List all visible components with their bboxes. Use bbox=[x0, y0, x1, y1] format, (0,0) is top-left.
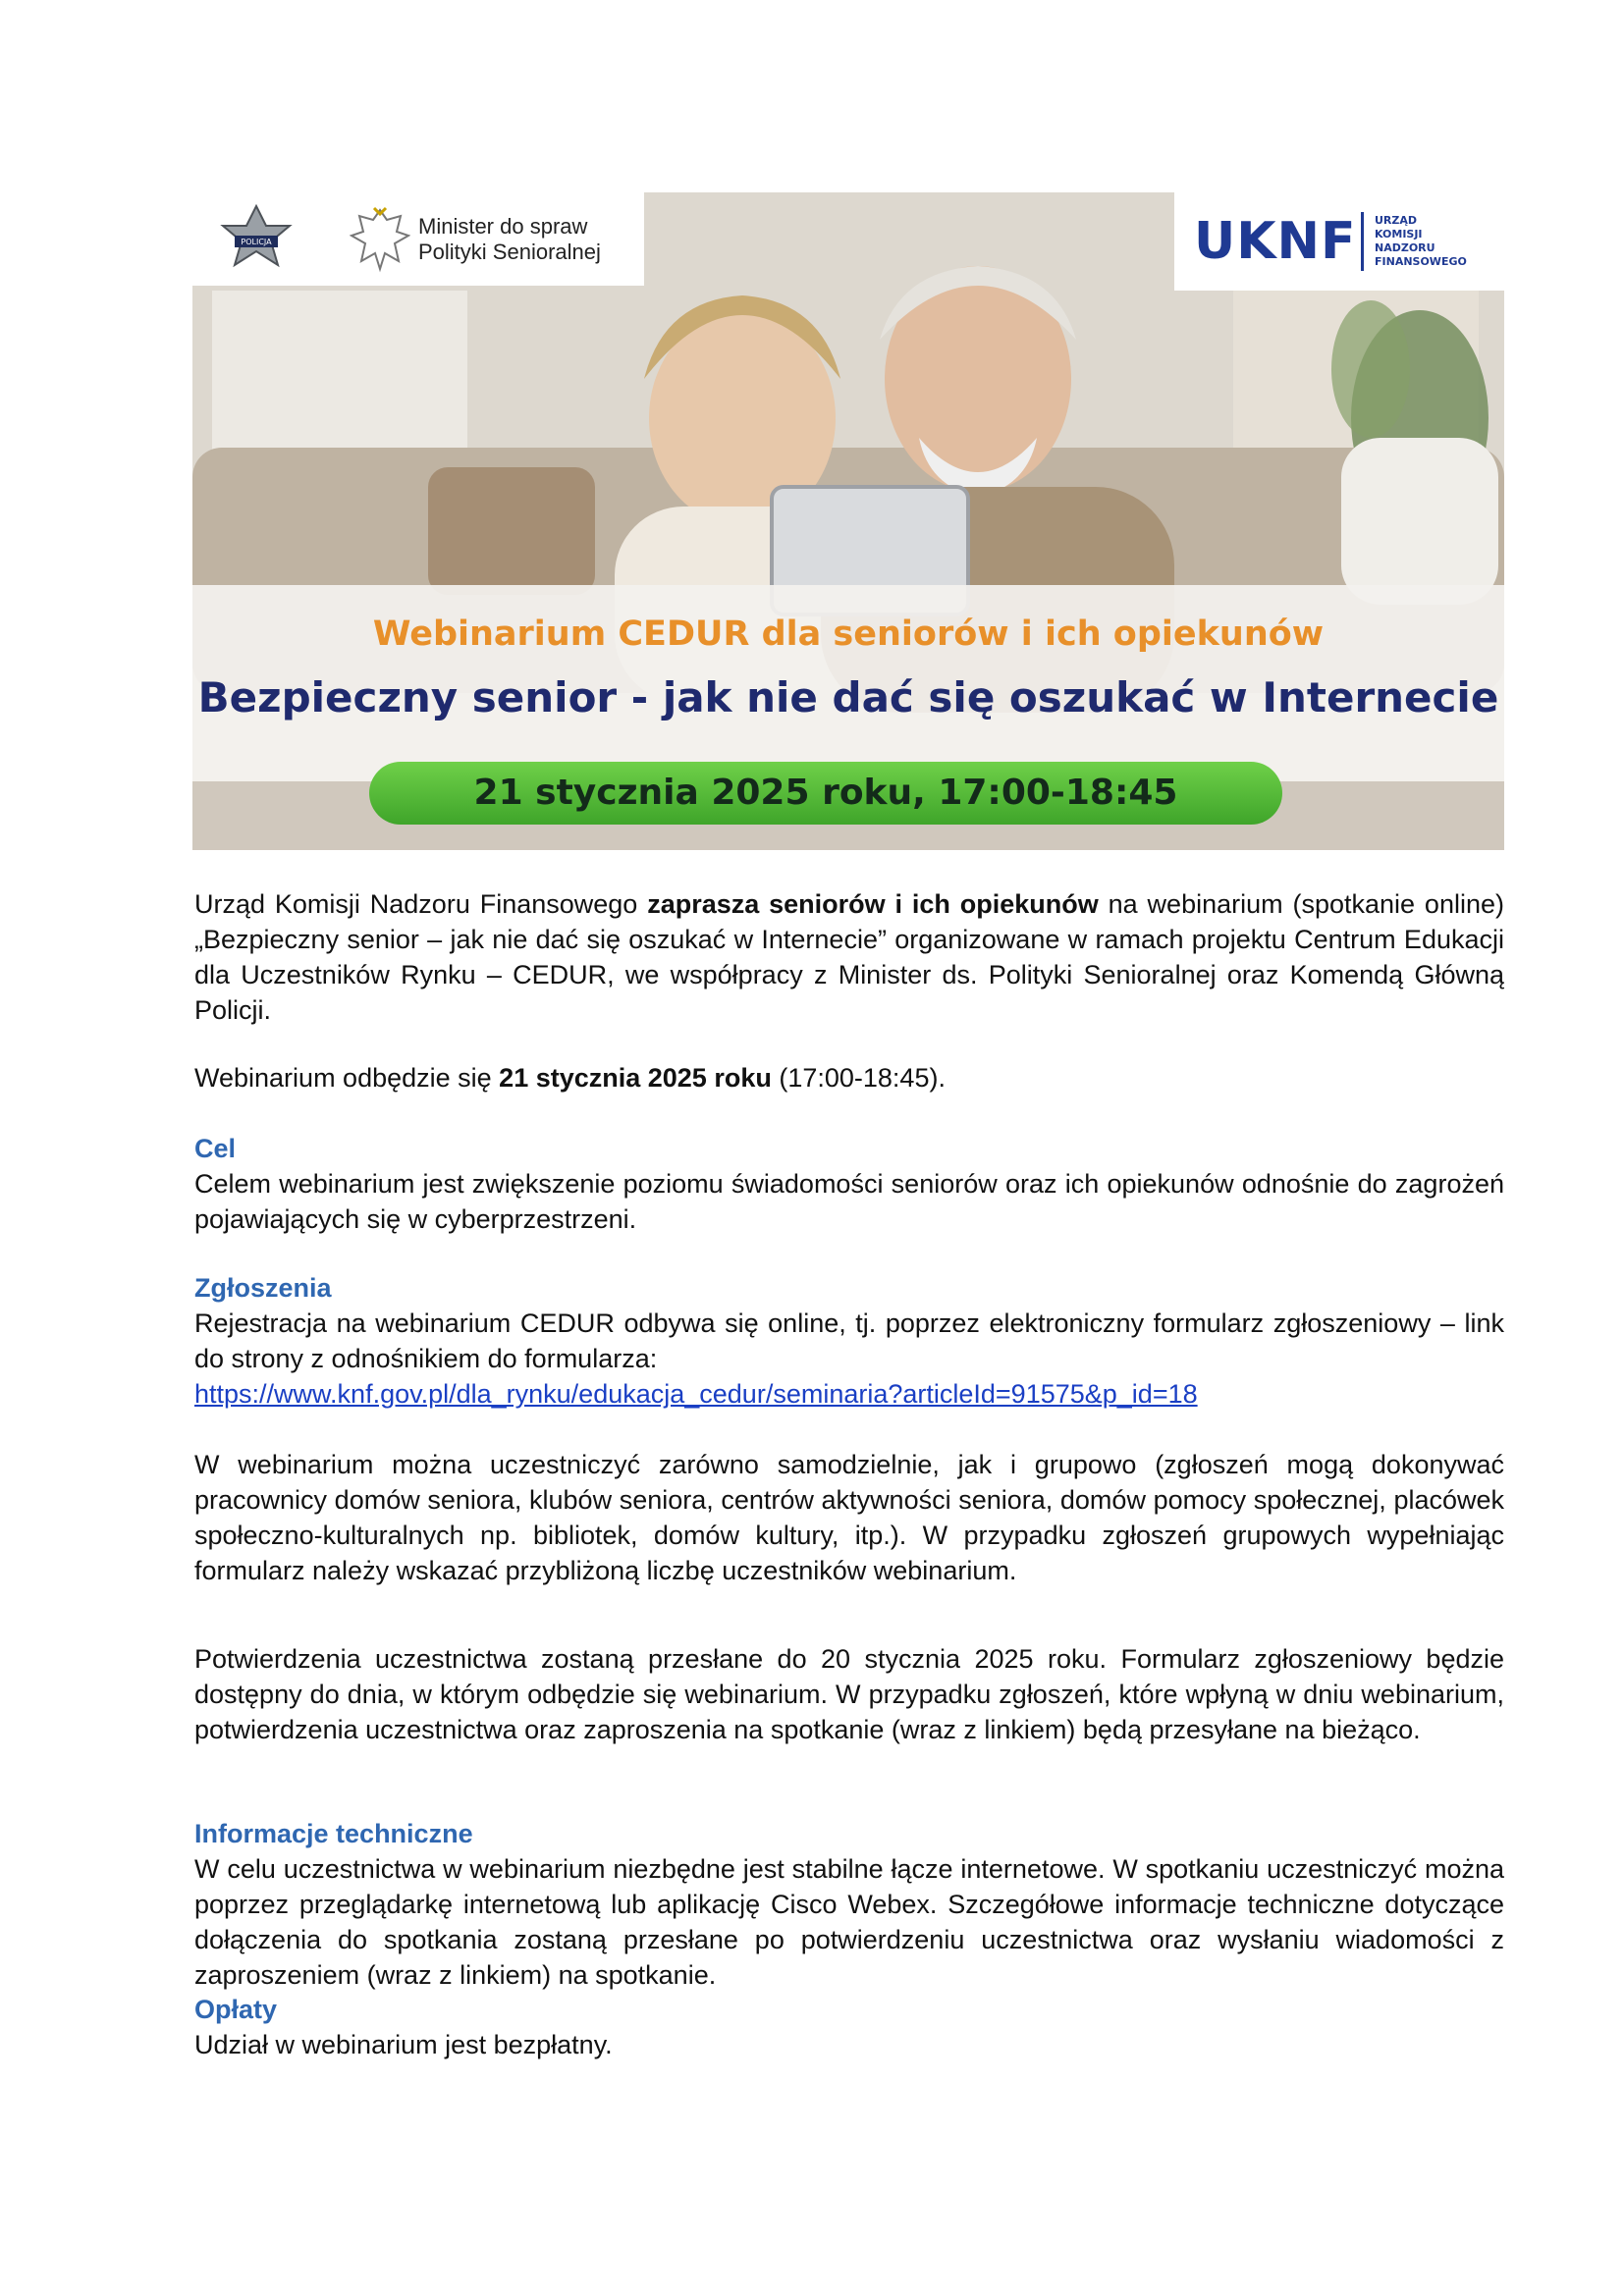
date-text-c: (17:00-18:45). bbox=[771, 1063, 946, 1093]
minister-line-1: Minister do spraw bbox=[418, 214, 588, 239]
technical-info-paragraph: W celu uczestnictwa w webinarium niezbędne jest stabilne łącze internetowe. W spotkaniu uczestniczyć można poprzez przeglądarkę internetową lub aplikację Cisco Webex. Szczegółowe informacje techniczne dotyczące dołączenia do spotkania zostaną przesłane po potwierdzeniu uczestnictwa oraz wysłaniu wiadomości z zaproszeniem (wraz z linkiem) na spotkanie. bbox=[194, 1854, 1504, 1990]
intro-paragraph bbox=[194, 886, 1504, 1028]
date-paragraph bbox=[194, 1060, 1504, 1095]
uknf-line-2: KOMISJI bbox=[1375, 228, 1423, 240]
date-text-bold: 21 stycznia 2025 roku bbox=[499, 1063, 772, 1093]
uknf-line-1: URZĄD bbox=[1375, 214, 1418, 227]
registration-form-link[interactable]: https://www.knf.gov.pl/dla_rynku/edukacja_cedur/seminaria?articleId=91575&p_id=18 bbox=[194, 1379, 1198, 1409]
cel-paragraph: Celem webinarium jest zwiększenie poziomu świadomości seniorów oraz ich opiekunów odnośnie do zagrożeń pojawiających się w cyberprzestrzeni. bbox=[194, 1169, 1504, 1234]
polish-eagle-icon bbox=[350, 206, 410, 273]
banner-date-pill: 21 stycznia 2025 roku, 17:00-18:45 bbox=[369, 762, 1282, 825]
heading-oplaty: Opłaty bbox=[194, 1995, 278, 2024]
uknf-logo-subtext bbox=[1375, 214, 1467, 269]
banner-subtitle: Webinarium CEDUR dla seniorów i ich opiekunów bbox=[372, 614, 1325, 654]
heading-zgloszenia: Zgłoszenia bbox=[194, 1273, 332, 1303]
intro-text-a: Urząd Komisji Nadzoru Finansowego bbox=[194, 889, 648, 919]
partner-logos-left bbox=[192, 192, 644, 286]
event-banner bbox=[192, 192, 1504, 850]
seniors-photo bbox=[192, 192, 1504, 850]
police-badge-text: POLICJA bbox=[241, 238, 272, 246]
registration-paragraph: Rejestracja na webinarium CEDUR odbywa się online, tj. poprzez elektroniczny formularz zgłoszeniowy – link do strony z odnośnikiem do formularza: bbox=[194, 1308, 1504, 1373]
confirmation-paragraph: Potwierdzenia uczestnictwa zostaną przesłane do 20 stycznia 2025 roku. Formularz zgłoszeniowy będzie dostępny do dnia, w którym odbędzie się webinarium. W przypadku zgłoszeń, które wpłyną w dniu webinarium, potwierdzenia uczestnictwa oraz zaproszenia na spotkanie (wraz z linkiem) będą przesyłane na bieżąco. bbox=[194, 1644, 1504, 1744]
registration-link-line bbox=[194, 1376, 1504, 1412]
minister-line-2: Polityki Senioralnej bbox=[418, 240, 601, 264]
police-badge-icon bbox=[217, 204, 296, 273]
uknf-logo-mark: UKNF bbox=[1194, 212, 1357, 271]
uknf-logo bbox=[1174, 192, 1504, 291]
heading-informacje-techniczne: Informacje techniczne bbox=[194, 1819, 473, 1848]
minister-logo-text bbox=[418, 214, 601, 265]
uknf-logo-divider bbox=[1361, 212, 1364, 271]
intro-text-bold: zaprasza seniorów i ich opiekunów bbox=[647, 889, 1099, 919]
fees-paragraph: Udział w webinarium jest bezpłatny. bbox=[194, 2030, 613, 2059]
uknf-line-4: FINANSOWEGO bbox=[1375, 255, 1467, 268]
heading-cel: Cel bbox=[194, 1134, 237, 1163]
group-participation-paragraph: W webinarium można uczestniczyć zarówno samodzielnie, jak i grupowo (zgłoszeń mogą dokonywać pracownicy domów seniora, klubów seniora, centrów aktywności seniora, domów pomocy społecznej, placówek społeczno-kulturalnych np. bibliotek, domów kultury, itp.). W przypadku zgłoszeń grupowych wypełniając formularz należy wskazać przybliżoną liczbę uczestników webinarium. bbox=[194, 1450, 1504, 1585]
date-text-a: Webinarium odbędzie się bbox=[194, 1063, 500, 1093]
uknf-line-3: NADZORU bbox=[1375, 241, 1435, 254]
intro-text-c: na webinarium (spotkanie online) „Bezpieczny senior – jak nie dać się oszukać w Internecie” organizowane w ramach projektu Centrum Edukacji dla Uczestników Rynku – CEDUR, we współpracy z Minister ds. Polityki Senioralnej oraz Komendą Główną Policji. bbox=[194, 889, 1504, 1025]
banner-title: Bezpieczny senior - jak nie dać się oszukać w Internecie bbox=[197, 673, 1499, 721]
